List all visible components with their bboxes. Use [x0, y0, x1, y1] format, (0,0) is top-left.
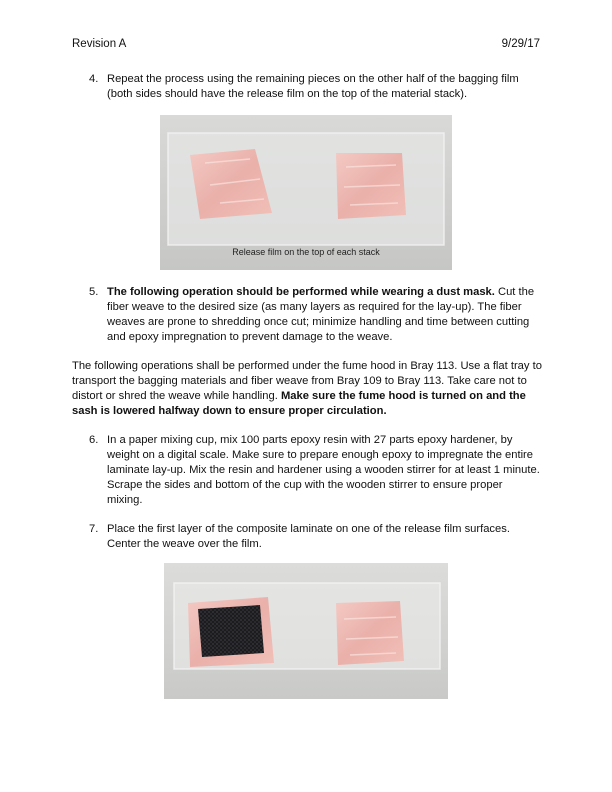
fume-hood-warning: Make sure the fume hood is turned on and the sash is lowered halfway down to ensure proper circulation.	[72, 390, 526, 417]
step-7	[89, 522, 541, 552]
step-6	[89, 433, 541, 508]
photo-caption: Release film on the top of each stack	[232, 247, 380, 257]
step-detail: Cut the fiber weave to the desired size (as many layers as required for the lay-up). The fiber weaves are prone to shredding once cut; minimize handling and time between cutting and epoxy impregnation to prevent damage to the weave.	[107, 286, 535, 343]
step-4	[89, 72, 541, 102]
step-number: 4.	[89, 73, 99, 85]
first-layer-photo	[164, 563, 448, 699]
release-film-photo	[160, 115, 452, 270]
step-5	[89, 285, 541, 345]
step-text: Repeat the process using the remaining pieces on the other half of the bagging film (both sides should have the release film on the top of the material stack).	[107, 73, 519, 100]
step-text: In a paper mixing cup, mix 100 parts epoxy resin with 27 parts epoxy hardener, by weight on a digital scale. Make sure to prepare enough epoxy to impregnate the entire laminate lay-up. Mix the resin and hardener using a wooden stirrer for at least 1 minute. Scrape the sides and bottom of the cup with the wooden stirrer to ensure proper mixing.	[107, 434, 540, 506]
step-number: 7.	[89, 523, 99, 535]
fume-hood-paragraph	[72, 359, 542, 419]
fume-hood-text: The following operations shall be performed under the fume hood in Bray 113. Use a flat tray to transport the bagging materials and fiber weave from Bray 109 to Bray 113. Take care not to distort or shred the weave while handling.	[72, 360, 542, 402]
step-text	[107, 285, 541, 345]
document-date: 9/29/17	[501, 38, 540, 50]
step-text: Place the first layer of the composite laminate on one of the release film surfaces. Center the weave over the film.	[107, 523, 510, 550]
step-number: 5.	[89, 286, 99, 298]
revision-label: Revision A	[72, 38, 127, 50]
step-number: 6.	[89, 434, 99, 446]
step-warning: The following operation should be performed while wearing a dust mask.	[107, 286, 495, 298]
